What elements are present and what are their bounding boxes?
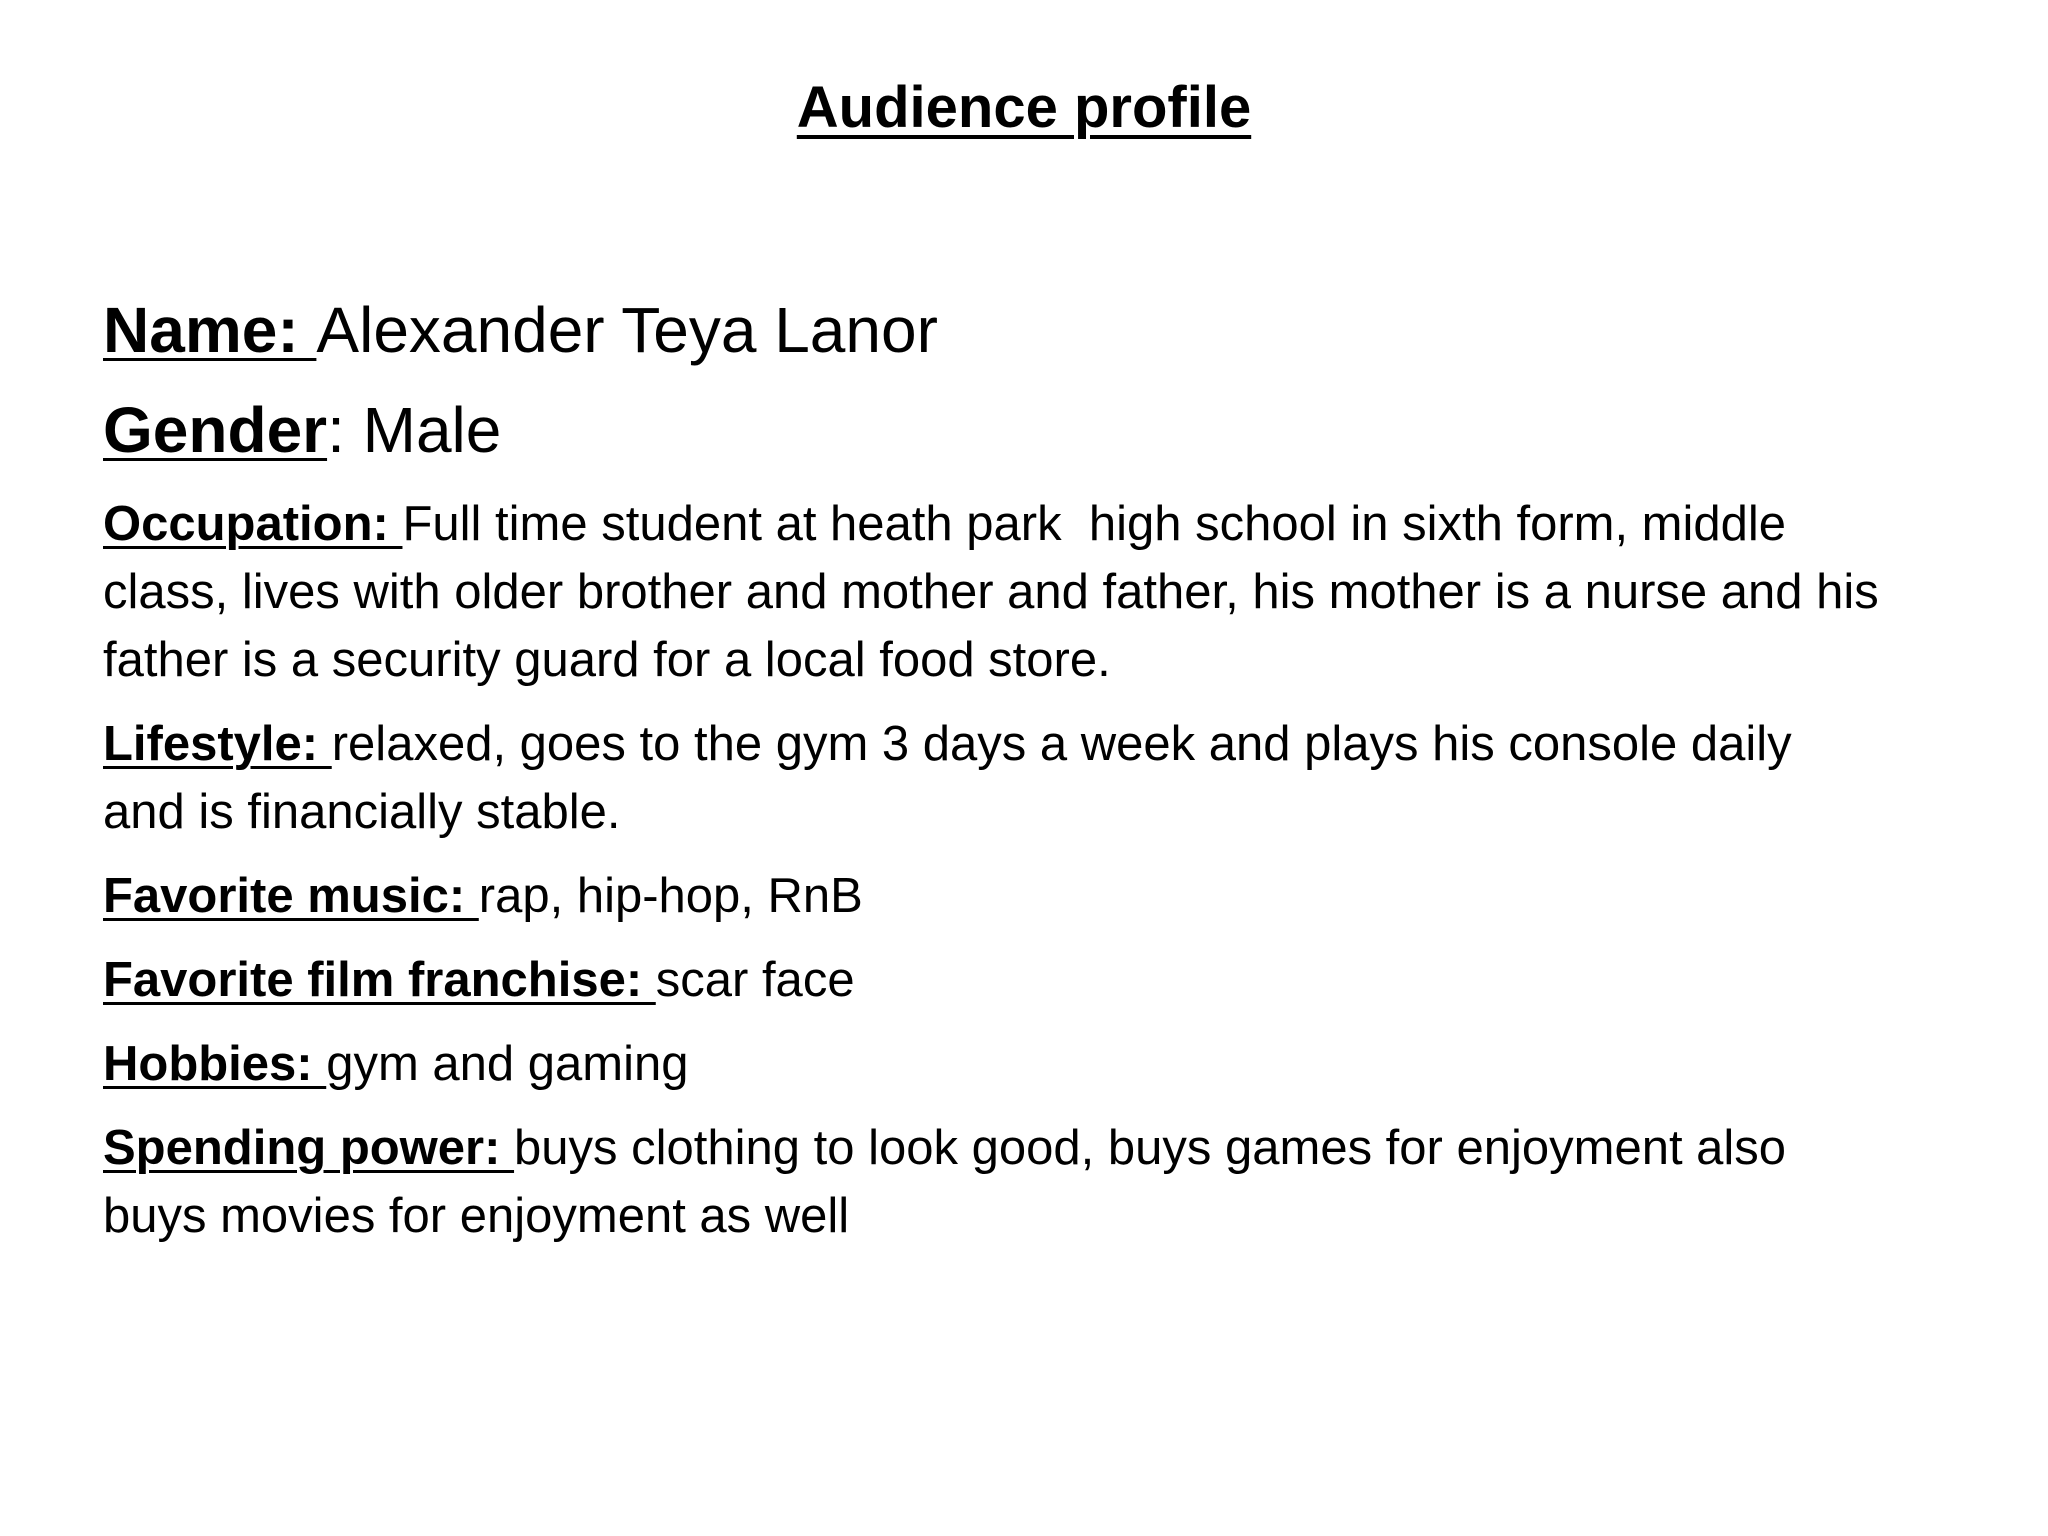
gender-label: Gender (103, 394, 328, 466)
spending-power-label: Spending power: (103, 1121, 515, 1175)
hobbies-value: gym and gaming (326, 1037, 689, 1091)
lifestyle-label: Lifestyle: (103, 717, 332, 771)
name-value: Alexander Teya Lanor (316, 294, 938, 366)
spending-power-field (103, 1114, 1883, 1250)
favorite-film-franchise-value: scar face (655, 953, 855, 1007)
favorite-music-label: Favorite music: (103, 869, 479, 923)
occupation-value: Full time student at heath park high school in sixth form, middle class, lives with older brother and mother and father, his mother is a nurse and his father is a security guard for a local food store. (103, 497, 1893, 687)
page-title-text: Audience profile (796, 75, 1252, 140)
hobbies-field (103, 1030, 1883, 1098)
lifestyle-value: relaxed, goes to the gym 3 days a week and plays his console daily and is financially stable. (103, 717, 1806, 839)
occupation-label: Occupation: (103, 497, 403, 551)
name-field (103, 280, 1883, 380)
gender-field (103, 380, 1883, 480)
name-label: Name: (103, 294, 317, 366)
spending-power-value: buys clothing to look good, buys games for enjoyment also buys movies for enjoyment as well (103, 1121, 1800, 1243)
favorite-film-franchise-label: Favorite film franchise: (103, 953, 656, 1007)
hobbies-label: Hobbies: (103, 1037, 327, 1091)
favorite-music-value: rap, hip-hop, RnB (478, 869, 863, 923)
profile-content (103, 280, 1893, 1250)
favorite-film-franchise-field (103, 946, 1883, 1014)
lifestyle-field (103, 710, 1883, 846)
occupation-field (103, 490, 1893, 694)
page-title (0, 72, 2048, 144)
favorite-music-field (103, 862, 1883, 930)
gender-value: : Male (327, 394, 502, 466)
